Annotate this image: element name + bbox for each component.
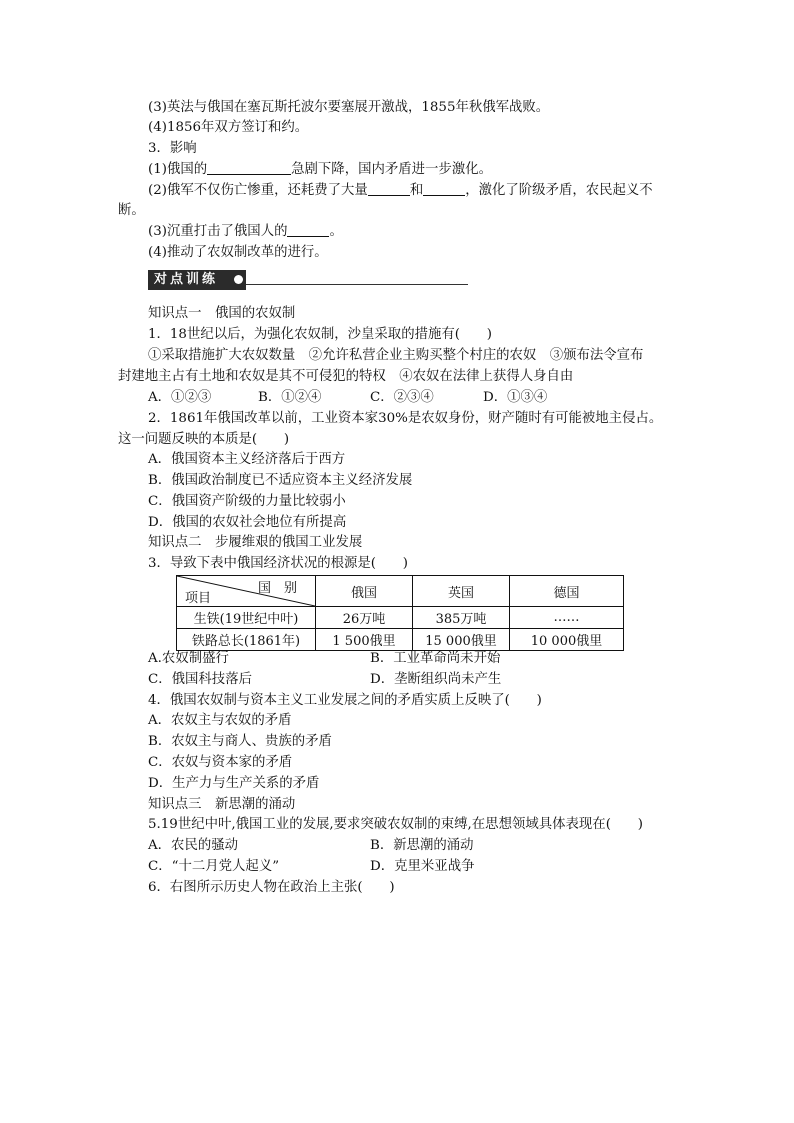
- option-d[interactable]: D．生产力与生产关系的矛盾: [148, 776, 320, 791]
- question-stem: 6．右图所示历史人物在政治上主张( ): [148, 880, 395, 895]
- option-b[interactable]: B．俄国政治制度已不适应资本主义经济发展: [148, 473, 413, 488]
- question-text: ①采取措施扩大农奴数量 ②允许私营企业主购买整个村庄的农奴 ③颁布法令宣布: [148, 348, 644, 363]
- knowledge-point-heading: 知识点三 新思潮的涌动: [148, 797, 296, 812]
- option-c[interactable]: C．俄国科技落后: [148, 672, 252, 687]
- fill-blank[interactable]: [423, 181, 465, 196]
- economy-table: [176, 575, 624, 651]
- table-cell: 385万吨: [413, 607, 510, 629]
- question-text: 这一问题反映的本质是( ): [118, 432, 290, 447]
- question-text: 封建地主占有土地和农奴是其不可侵犯的特权 ④农奴在法律上获得人身自由: [118, 369, 574, 384]
- column-header: 德国: [510, 576, 624, 607]
- fill-blank[interactable]: [368, 181, 410, 196]
- question-stem: 3．导致下表中俄国经济状况的根源是( ): [148, 556, 408, 571]
- table-row: [177, 629, 624, 651]
- row-label: 铁路总长(1861年): [177, 629, 316, 651]
- option-d[interactable]: D．①③④: [483, 390, 548, 405]
- section-title: 对点训练: [148, 270, 246, 290]
- row-label: 生铁(19世纪中叶): [177, 607, 316, 629]
- option-a[interactable]: A．农民的骚动: [148, 838, 239, 853]
- option-c[interactable]: C．“十二月党人起义”: [148, 859, 280, 874]
- text-fragment: (3)沉重打击了俄国人的: [148, 224, 288, 239]
- option-b[interactable]: B．①②④: [258, 390, 322, 405]
- option-a[interactable]: A．农奴主与农奴的矛盾: [148, 713, 292, 728]
- column-header: 英国: [413, 576, 510, 607]
- table-cell: 1 500俄里: [316, 629, 413, 651]
- fill-blank[interactable]: [287, 222, 329, 237]
- option-d[interactable]: D．俄国的农奴社会地位有所提高: [148, 515, 347, 530]
- table-cell: 15 000俄里: [413, 629, 510, 651]
- fill-blank[interactable]: [207, 160, 291, 175]
- text-line: [148, 160, 492, 180]
- table-cell: ……: [510, 607, 624, 629]
- option-c[interactable]: C．②③④: [370, 390, 434, 405]
- knowledge-point-heading: 知识点二 步履维艰的俄国工业发展: [148, 535, 363, 550]
- table-cell: 26万吨: [316, 607, 413, 629]
- text-line: (4)1856年双方签订和约。: [148, 120, 309, 135]
- option-a[interactable]: A.农奴制盛行: [148, 651, 229, 666]
- option-c[interactable]: C．俄国资产阶级的力量比较弱小: [148, 494, 346, 509]
- text-line: 断。: [118, 203, 145, 218]
- table-row: [177, 607, 624, 629]
- divider: [246, 284, 468, 285]
- text-fragment: (2)俄军不仅伤亡惨重，还耗费了大量: [148, 183, 368, 198]
- section-banner: [148, 270, 468, 292]
- option-a[interactable]: A．俄国资本主义经济落后于西方: [148, 452, 346, 467]
- corner-label-country: 国 别: [257, 581, 297, 596]
- text-fragment: ，激化了阶级矛盾，农民起义不: [465, 183, 653, 198]
- text-fragment: 。: [329, 224, 343, 239]
- corner-label-item: 项目: [185, 591, 212, 606]
- option-d[interactable]: D．垄断组织尚未产生: [370, 672, 502, 687]
- text-line: (3)英法与俄国在塞瓦斯托波尔要塞展开激战，1855年秋俄军战败。: [148, 100, 550, 115]
- bullet-dot-icon: [234, 275, 243, 284]
- option-c[interactable]: C．农奴与资本家的矛盾: [148, 755, 293, 770]
- question-stem: 5.19世纪中叶,俄国工业的发展,要求突破农奴制的束缚,在思想领域具体表现在( ): [148, 817, 643, 832]
- table-header-row: [177, 576, 624, 607]
- option-a[interactable]: A．①②③: [148, 390, 212, 405]
- question-stem: 2．1861年俄国改革以前，工业资本家30%是农奴身份，财产随时有可能被地主侵占。: [148, 411, 663, 426]
- table-cell: 10 000俄里: [510, 629, 624, 651]
- option-b[interactable]: B．农奴主与商人、贵族的矛盾: [148, 734, 332, 749]
- text-fragment: 急剧下降，国内矛盾进一步激化。: [291, 162, 492, 177]
- table-corner-cell: [177, 576, 316, 607]
- option-b[interactable]: B．新思潮的涌动: [370, 838, 474, 853]
- text-line: [148, 222, 343, 242]
- option-b[interactable]: B．工业革命尚未开始: [370, 651, 501, 666]
- text-line: (4)推动了农奴制改革的进行。: [148, 245, 328, 260]
- knowledge-point-heading: 知识点一 俄国的农奴制: [148, 306, 296, 321]
- column-header: 俄国: [316, 576, 413, 607]
- text-fragment: 和: [409, 183, 424, 198]
- question-stem: 1．18世纪以后，为强化农奴制，沙皇采取的措施有( ): [148, 327, 492, 342]
- heading-effects: 3．影响: [148, 141, 197, 156]
- option-d[interactable]: D．克里米亚战争: [370, 859, 475, 874]
- text-fragment: (1)俄国的: [148, 162, 208, 177]
- question-stem: 4．俄国农奴制与资本主义工业发展之间的矛盾实质上反映了( ): [148, 693, 542, 708]
- text-line: [148, 181, 653, 201]
